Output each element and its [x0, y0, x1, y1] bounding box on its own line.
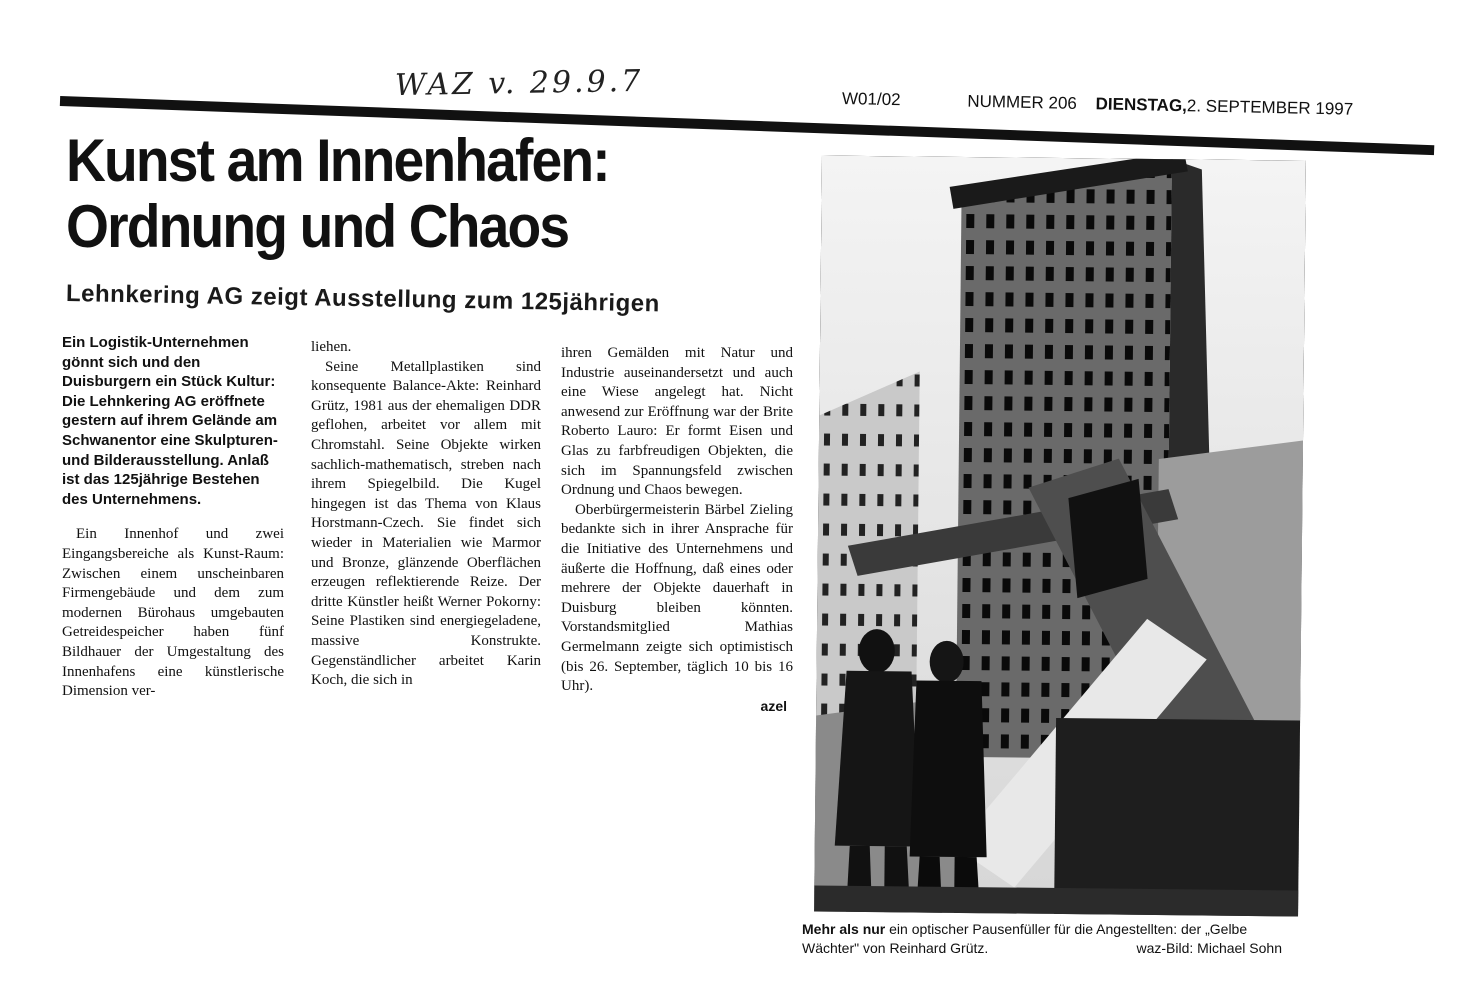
photo-credit: waz-Bild: Michael Sohn [1136, 940, 1282, 956]
article-continuation: liehen. [311, 339, 352, 355]
issue-number: NUMMER 206 [967, 91, 1078, 113]
masthead [842, 89, 1432, 121]
caption-lead: Mehr als nur [802, 921, 886, 937]
edition-code: W01/02 [841, 89, 901, 110]
headline-line-2: Ordnung und Chaos [66, 193, 569, 260]
subheadline: Lehnkering AG zeigt Ausstellung zum 125jährigen [65, 280, 660, 318]
caption-text: ein optischer Pausenfüller für die Angestellten: der „Gelbe Wächter" von Reinhard Grütz. [802, 921, 1248, 956]
headline [66, 128, 728, 260]
article-paragraph: Seine Metallplastiken sind konsequente Balance-Akte: Reinhard Grütz, 1981 aus der ehemaligen DDR geflohen, arbeitet vor allem mit Chromstahl. Seine Objekte wirken sachlich-mathematisch, streben nach ihrem Spiegelbild. Die Kugel hingegen ist das Thema von Klaus Horstmann-Czech. Sie findet sich wieder in Materialien wie Marmor und Bronze, glänzende Oberflächen erzeugen reflektierende Reize. Der dritte Künstler heißt Werner Pokorny: Seine Plastiken sind energiegeladene, massive Konstrukte. Gegenständlicher arbeitet Karin Koch, die sich in [311, 358, 541, 689]
article-paragraph: Oberbürgermeisterin Bärbel Zieling bedankte sich in ihrer Ansprache für die Initiative des Unternehmens und äußerte die Hoffnung, daß eines oder mehrere der Objekte dauerhaft in Duisburg bleiben könnten. Vorstandsmitglied Mathias Germelmann zeigte sich optimistisch (bis 26. September, täglich 10 bis 16 Uhr). [561, 501, 793, 695]
author-byline: azel [760, 697, 787, 714]
headline-line-1: Kunst am Innenhafen: [66, 127, 609, 194]
article-paragraph: Ein Innenhof und zwei Eingangsbereiche als Kunst-Raum: Zwischen einem unscheinbaren Firmengebäude und dem zum modernen Bürohaus umgebauten Getreidespeicher haben fünf Bildhauer der Umgestaltung des Innenhafens eine künstlerische Dimension ver- [62, 526, 284, 700]
photo-caption [802, 920, 1302, 958]
handwritten-note: WAZ v. 29.9.7 [394, 63, 644, 104]
weekday: DIENSTAG, [1095, 94, 1188, 116]
news-photo [814, 155, 1306, 916]
article-column-2 [311, 338, 541, 691]
article-paragraph: ihren Gemälden mit Natur und Industrie auseinandersetzt und auch eine Wiese angelegt hat. Nicht anwesend zur Eröffnung war der Brite Roberto Lauro: Er formt Eisen und Glas zu farbfreudigen Objekten, die sich im Spannungsfeld zwischen Ordnung und Chaos bewegen. [561, 345, 793, 499]
article-column-1 [62, 333, 284, 702]
publication-date: 2. SEPTEMBER 1997 [1186, 96, 1354, 119]
article-lead: Ein Logistik-Unternehmen gönnt sich und den Duisburgern ein Stück Kultur: Die Lehnkering AG eröffnete gestern auf ihrem Gelände am Schwanentor eine Skulpturen- und Bilderausstellung. Anlaß ist das 125jährige Bestehen des Unternehmens. [62, 334, 278, 508]
article-column-3 [561, 344, 793, 716]
